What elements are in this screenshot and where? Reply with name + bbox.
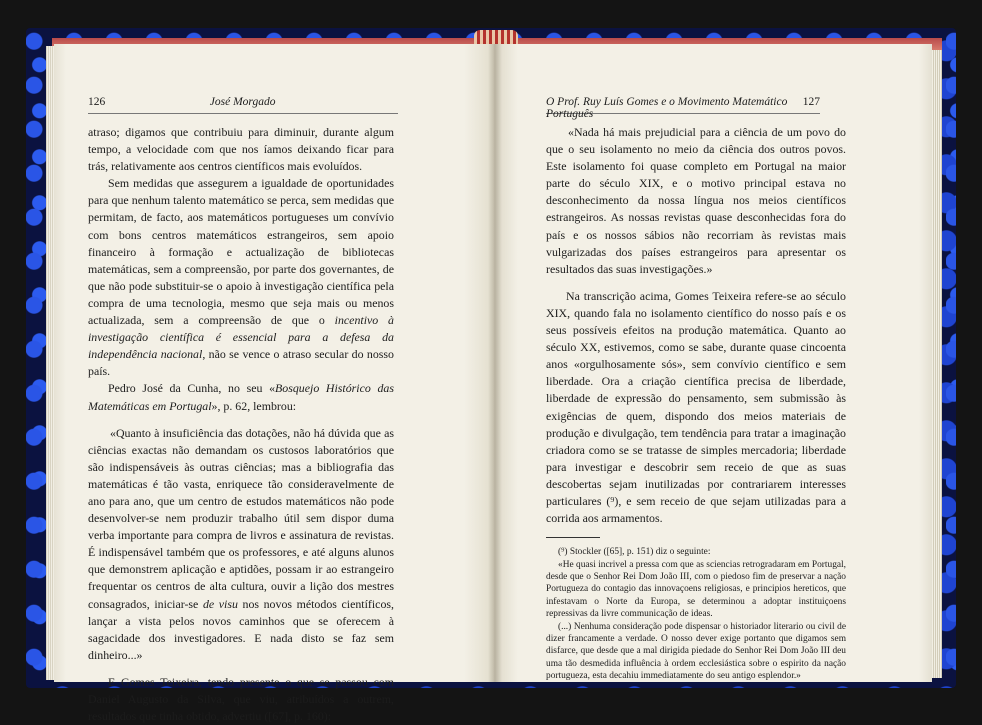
footnotes [546,546,846,682]
quote-paragraph: «Nada há mais prejudicial para a ciência de um povo do que o seu isolamento no meio da ciência dos outros povos. Este isolamento foi quase completo em Portugal na maior parte do século XIX, e o motivo principal estava no desconhecimento da nossa língua nos meios científicos estrangeiros. As nossas revistas quase desconhecidas fora do país e os nossos sábios não recorriam às revistas mais vulgarizadas dos países estrangeiros para apresentar os resultados das suas investigações.» [546,125,846,276]
right-page [494,44,932,682]
running-head-right [546,96,820,120]
running-head-left [88,96,398,114]
quote-paragraph: «Quanto à insuficiência das dotações, não há dúvida que as ciências exactas não demandam os custosos laboratórios que são indispensáveis às outras ciências; mas a bibliografia das matemáticas é tão vasta, enriquece tão consideravelmente de ano para ano, que um centro de estudos matemáticos não pode desenvolver-se nem produzir trabalho útil sem dispor duma verba importante para compra de livros e assinatura de revistas. É indispensável também que os professores, e até alguns alunos que demonstrem aplicação e aptidões, possam ir ao estrangeiro frequentar os centros de alta cultura, ouvir a lição dos mestres consagrados, iniciar-se de visu nos novos métodos científicos, lançar a vista pelos novos caminhos que se oferecem à sagacidade dos investigadores. E nada disto se faz sem dinheiro...» [88,425,394,662]
footnote-line: (...) Nenhuma consideração pode dispensar o historiador literario ou civil de dizer francamente a verdade. O nosso dever exige portanto que digamos sem disfarce, que desde que a mal dirigida piedade do Senhor Rei Dom João III deu uma tão desmedida influência à ordem ecclesiástica sobre o espirito da nação portugueza, esta decahiu immediatamente do seu antigo esplendor.» [546,621,846,682]
page-number-left: 126 [88,96,106,108]
block-quote [546,124,846,278]
block-quote [88,425,394,664]
left-page [54,44,494,724]
footnote-line: «He quasi incrivel a pressa com que as sciencias retrogradaram em Portugal, desde que o Senhor Rei Dom João III, com o piedoso fim de preservar a nação Portugueza do contagio das innovaçoens religiosas, e principios hereticos, que infestavam o Norte da Europa, se determinou a adoptar instituiçoens repressivas da livre communicação de ideas. [546,559,846,620]
left-body-text [88,124,394,725]
right-body-text [546,124,846,683]
running-head-title: O Prof. Ruy Luís Gomes e o Movimento Matemático Português [546,96,788,120]
paragraph: Na transcrição acima, Gomes Teixeira refere-se ao século XIX, quando fala no isolamento científico do nosso país e os seus possíveis efeitos na produção matemática. Quanto ao século XX, estivemos, como se sabe, durante quase cincoenta anos «orgulhosamente sós», sem convívio científico e sem liberdade. Ora a criação científica precisa de liberdade, liberdade de expressão do pensamento, sem submissão às exigências de quem, dispondo dos meios materiais de produção e divulgação, tem tendência para tratar a imaginação criadora como se se tratasse de simples mercadoria; liberdade para investigar e descobrir sem receio de que as suas descobertas sejam inutilizadas por contrariarem interesses particulares (⁹), e sem receio de que sejam utilizadas para a corrida aos armamentos. [546,288,846,526]
spine-headband [474,30,518,44]
running-head-author: José Morgado [209,96,276,108]
paragraph: Sem medidas que assegurem a igualdade de oportunidades para que nenhum talento matemático se perca, sem medidas que permitam, de facto, aos matemáticos portugueses um convívio com bons centros matemáticos estrangeiros, sem apoio financeiro à formação e actualização de bibliotecas matemáticas, sem a compreensão, por parte dos governantes, de que não pode substituir-se o apoio à investigação científica pela compra de uma tecnologia, mesmo que seja mais ou menos actualizada, sem a compreensão de que o incentivo à investigação científica é essencial para a defesa da independência nacional, não se vence o atraso secular do nosso país. [88,176,394,379]
paragraph: Pedro José da Cunha, no seu «Bosquejo Histórico das Matemáticas em Portugal», p. 62, lembrou: [88,381,394,413]
paragraph: atraso; digamos que contribuiu para diminuir, durante algum tempo, a velocidade com que nos íamos deixando ficar para trás, relativamente aos centros científicos mais evoluídos. [88,125,394,174]
footnote-line: (⁹) Stockler ([65], p. 151) diz o seguinte: [558,547,711,558]
page-number-right: 127 [802,96,820,108]
book-gutter [488,44,502,682]
paragraph: E Gomes Teixeira, tendo presente o que se passou com Daniel Augusto da Silva, que viu, atribuídos a outrem, resultados que tinha obtido, advertiu ([67], p. 160): [88,674,394,724]
footnote-rule [546,537,600,538]
